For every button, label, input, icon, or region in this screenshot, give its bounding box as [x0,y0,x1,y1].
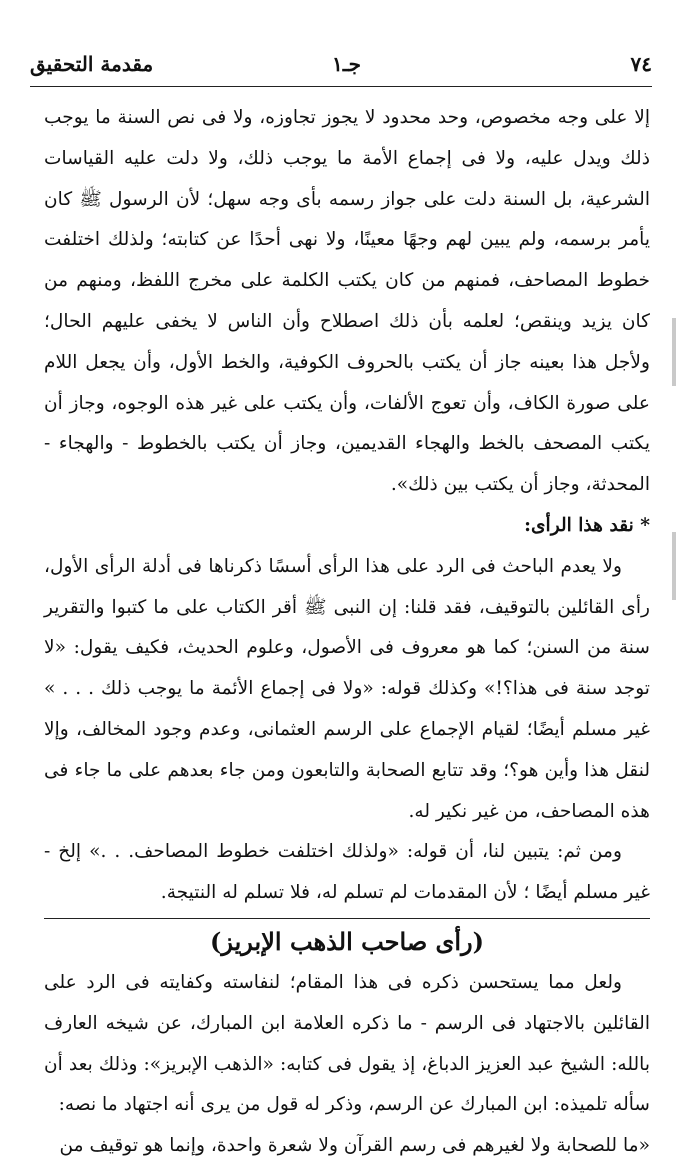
scan-edge-mark [672,532,676,600]
paragraph-dabbagh-intro: ولعل مما يستحسن ذكره فى هذا المقام؛ لنفاسته وكفايته فى الرد على القائلين بالاجتهاد فى الرسم - ما ذكره العلامة ابن المبارك، عن شيخه العارف بالله: الشيخ عبد العزيز الدباغ، إذ يقول فى كتابه: «الذهب الإبريز»: وذلك بعد أن سأله تلميذه: ابن المبارك عن الرسم، وذكر له قول من يرى أنه اجتهاد ما نصه: [44,971,650,1116]
paragraph-conclusion: ومن ثم: يتبين لنا، أن قوله: «ولذلك اختلفت خطوط المصاحف. . .» إلخ - غير مسلم أيضًا ؛ لأن المقدمات لم تسلم له، فلا تسلم له النتيجة. [44,841,650,904]
paragraph-dabbagh-quote: «ما للصحابة ولا لغيرهم فى رسم القرآن ولا شعرة واحدة، وإنما هو توقيف من [59,1135,650,1157]
paragraph-critique: ولا يعدم الباحث فى الرد على هذا الرأى أسسًا ذكرناها فى أدلة الرأى الأول، رأى القائلين بالتوقيف، فقد قلنا: إن النبى ﷺ أقر الكتاب على ما كتبوا والتقرير سنة من السنن؛ كما هو معروف فى الأصول، وعلوم الحديث، فكيف يقول: «لا توجد سنة فى هذا؟!» وكذلك قوله: «ولا فى إجماع الأئمة ما يوجب ذلك . . . » غير مسلم أيضًا؛ لقيام الإجماع على الرسم العثمانى، وعدم وجود المخالف، وإلا لنقل هذا وأين هو؟؛ وقد تتابع الصحابة والتابعون ومن جاء بعدهم على ما جاء فى هذه المصاحف، من غير نكير له. [44,555,650,822]
section-heading: (رأى صاحب الذهب الإبريز) [210,926,484,956]
paragraph-quote-end: إلا على وجه مخصوص، وحد محدود لا يجوز تجاوزه، ولا فى نص السنة ما يوجب ذلك ويدل عليه، ولا فى إجماع الأمة ما يوجب ذلك، ولا دلت عليه القياسات الشرعية، بل السنة دلت على جواز رسمه بأى وجه سهل؛ لأن الرسول ﷺ كان يأمر برسمه، ولم يبين لهم وجهًا معينًا، ولا نهى أحدًا عن كتابته؛ ولذلك اختلفت خطوط المصاحف، فمنهم من كان يكتب الكلمة على مخرج اللفظ، ومنهم من كان يزيد وينقص؛ لعلمه بأن ذلك اصطلاح وأن الناس لا يخفى عليهم الحال؛ ولأجل هذا بعينه جاز أن يكتب بالحروف الكوفية، والخط الأول، وأن يجعل اللام على صورة الكاف، وأن تعوج الألفات، وأن يكتب على غير هذه الوجوه، وجاز أن يكتب المصحف بالخط والهجاء القديمين، وجاز أن يكتب بالخطوط - والهجاء - المحدثة، وجاز أن يكتب بين ذلك». [44,107,650,496]
volume-number: جـ١ [332,52,361,76]
critique-heading: * نقد هذا الرأى: [524,514,650,536]
section-divider [44,918,650,919]
scan-edge-mark [672,318,676,386]
page-number: ٧٤ [630,52,652,76]
running-title: مقدمة التحقيق [30,52,154,76]
page-header [30,44,652,87]
page-body [44,98,650,1167]
